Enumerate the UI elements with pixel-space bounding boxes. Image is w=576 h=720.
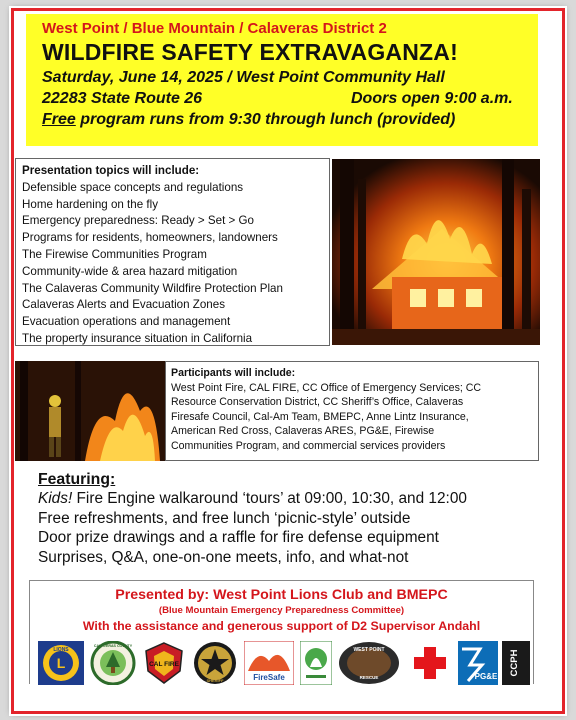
support-line: With the assistance and generous support of D2 Supervisor Andahl — [82, 619, 481, 633]
program-line — [42, 111, 530, 129]
topic-item: The Firewise Communities Program — [22, 247, 207, 261]
pge-text: PG&E — [474, 672, 498, 681]
firesafe-text: FireSafe — [253, 673, 285, 682]
featuring-section — [38, 470, 538, 567]
topic-item: Evacuation operations and management — [22, 315, 231, 329]
featuring-heading: Featuring: — [38, 471, 116, 488]
participants-line: Resource Conservation District, CC Sheriff’s Office, Calaveras — [171, 396, 464, 409]
bmepc-full-name: (Blue Mountain Emergency Preparedness Committee) — [158, 605, 405, 616]
kids-word: Kids! — [38, 490, 73, 508]
sponsor-logos-row — [30, 641, 533, 685]
calaveras-county-text: CALAVERAS COUNTY — [93, 644, 133, 648]
topic-item: Defensible space concepts and regulations — [22, 180, 244, 194]
doors-open: Doors open 9:00 a.m. — [351, 90, 513, 107]
featuring-item: Surprises, Q&A, one-on-one meets, info, and what-not — [38, 548, 409, 566]
district-line: West Point / Blue Mountain / Calaveras District 2 — [42, 20, 387, 37]
topic-item: The property insurance situation in California — [22, 331, 253, 345]
featuring-item: Door prize drawings and a raffle for fire defense equipment — [38, 529, 439, 547]
burning-house-photo — [332, 159, 540, 345]
participants-heading: Participants will include: — [171, 367, 296, 379]
calaveras-county-seal — [90, 641, 136, 685]
west-point-fire-rescue-logo — [338, 641, 400, 685]
ccph-logo — [502, 641, 530, 685]
participants-line: Communities Program, and commercial services providers — [171, 439, 446, 452]
topics-box — [15, 158, 330, 346]
lions-club-logo — [38, 641, 84, 685]
featuring-item — [38, 489, 538, 508]
red-cross-logo — [406, 641, 454, 685]
sheriff-badge-logo — [192, 641, 238, 685]
ccph-text: CCPH — [509, 649, 520, 677]
lions-letter: L — [56, 655, 66, 671]
event-date: Saturday, June 14, 2025 / — [42, 69, 232, 86]
topic-item: Calaveras Alerts and Evacuation Zones — [22, 298, 226, 312]
lions-text: LIONS — [53, 647, 69, 653]
rescue-text: RESCUE — [359, 675, 379, 680]
event-venue: West Point Community Hall — [236, 69, 445, 86]
topic-item: Programs for residents, homeowners, landowners — [22, 231, 278, 245]
conservation-district-logo — [300, 641, 332, 685]
date-line — [42, 69, 530, 87]
cal-fire-logo — [142, 641, 186, 685]
event-address: 22283 State Route 26 — [42, 90, 203, 107]
participants-box — [165, 361, 539, 461]
cal-fire-text: CAL FIRE — [149, 661, 179, 668]
sheriff-text: SHERIFF — [206, 678, 224, 683]
topic-item: Emergency preparedness: Ready > Set > Go — [22, 214, 255, 228]
event-title: WILDFIRE SAFETY EXTRAVAGANZA! — [42, 39, 458, 65]
participants-line: Firesafe Council, Cal-Am Team, BMEPC, Anne Lintz Insurance, — [171, 410, 469, 423]
program-text: program runs from 9:30 through lunch (provided) — [75, 111, 456, 128]
topic-item: The Calaveras Community Wildfire Protection Plan — [22, 281, 283, 295]
participants-line: West Point Fire, CAL FIRE, CC Office of Emergency Services; CC — [171, 381, 482, 394]
featuring-item: Free refreshments, and free lunch ‘picnic-style’ outside — [38, 509, 411, 527]
topics-heading: Presentation topics will include: — [22, 164, 200, 177]
west-point-text: WEST POINT — [353, 647, 385, 653]
kids-text: Fire Engine walkaround ‘tours’ at 09:00, 10:30, and 12:00 — [72, 490, 467, 508]
address-line — [42, 90, 530, 108]
event-header — [26, 14, 538, 146]
topic-item: Home hardening on the fly — [22, 197, 158, 211]
topic-item: Community-wide & area hazard mitigation — [22, 264, 238, 278]
participants-line: American Red Cross, Calaveras ARES, PG&E, Firewise — [171, 425, 435, 438]
presented-by-line: Presented by: West Point Lions Club and BMEPC — [115, 587, 448, 603]
free-word: Free — [42, 111, 76, 128]
firesafe-council-logo — [244, 641, 294, 685]
pge-logo — [458, 641, 498, 685]
firefighter-photo — [15, 361, 165, 461]
